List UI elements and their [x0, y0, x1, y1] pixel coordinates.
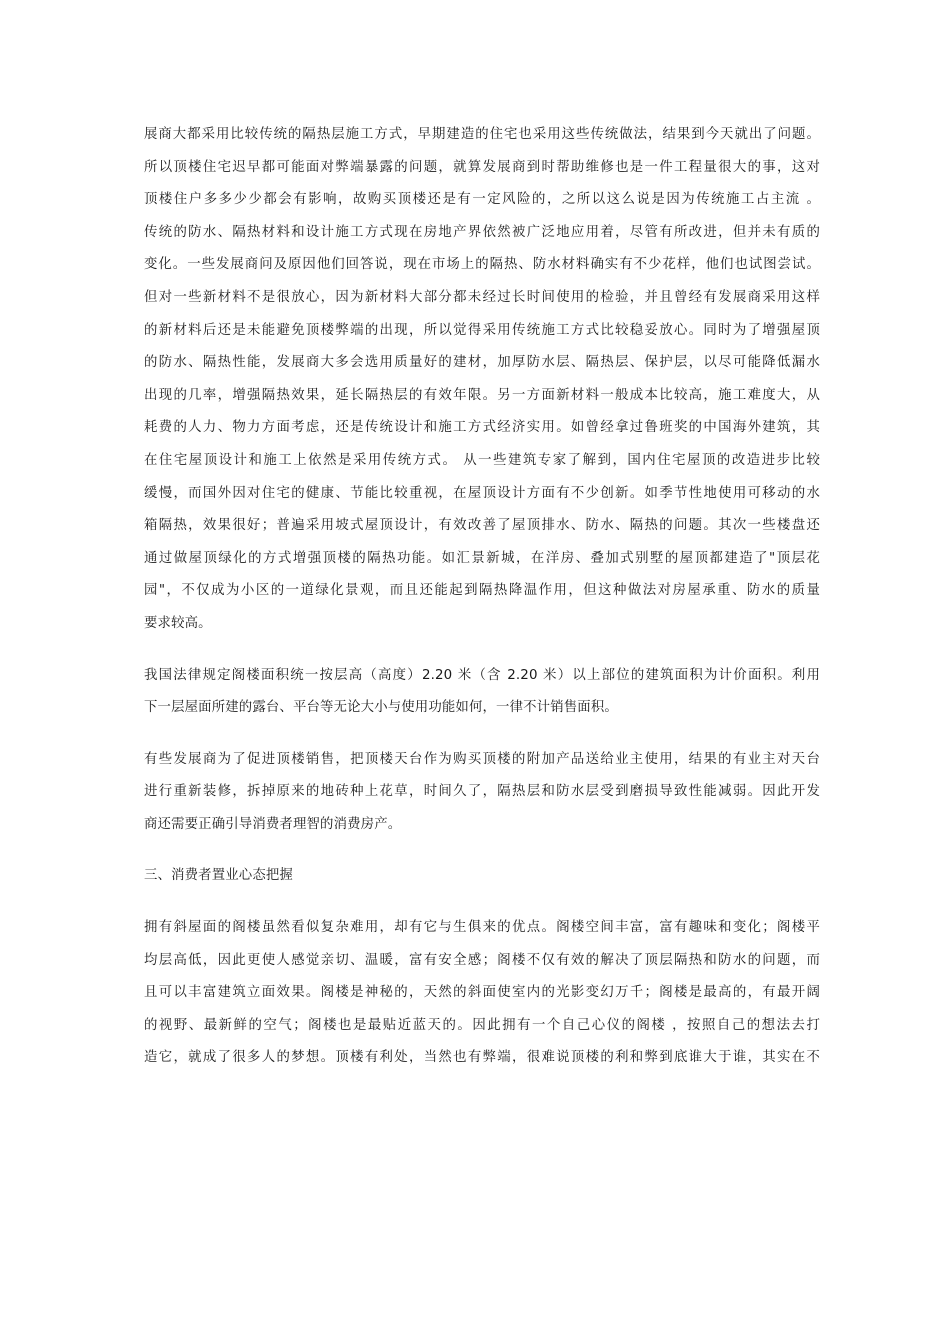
text-line: 顶楼住户多多少少都会有影响，故购买顶楼还是有一定风险的，之所以这么说是因为传统施工占主流 。	[144, 192, 820, 208]
paragraph	[144, 119, 820, 641]
text-line: 均层高低，因此更使人感觉亲切、温暖，富有安全感；阁楼不仅有效的解决了顶层隔热和防水的问题，而	[144, 952, 820, 968]
text-line: 造它，就成了很多人的梦想。顶楼有利处，当然也有弊端，很难说顶楼的利和弊到底谁大于谁，其实在不	[144, 1050, 820, 1066]
paragraph-gap	[144, 725, 820, 744]
text-line: 通过做屋顶绿化的方式增强顶楼的隔热功能。如汇景新城，在洋房、叠加式别墅的屋顶都建造了"顶层花	[144, 550, 820, 566]
document-page	[144, 119, 820, 1075]
text-line: 要求较高。	[144, 615, 212, 631]
text-line: 进行重新装修，拆掉原来的地砖种上花草，时间久了，隔热层和防水层受到磨损导致性能减弱。因此开发	[144, 784, 820, 800]
text-line: 变化。一些发展商问及原因他们回答说，现在市场上的隔热、防水材料确实有不少花样，他们也试图尝试。	[144, 257, 820, 273]
text-line: 的防水、隔热性能，发展商大多会选用质量好的建材，加厚防水层、隔热层、保护层，以尽可能降低漏水	[144, 355, 820, 371]
text-line: 出现的几率，增强隔热效果，延长隔热层的有效年限。另一方面新材料一般成本比较高，施工难度大，从	[144, 387, 820, 403]
paragraph-gap	[144, 841, 820, 860]
text-line: 所以顶楼住宅迟早都可能面对弊端暴露的问题，就算发展商到时帮助维修也是一件工程量很大的事，这对	[144, 159, 820, 175]
text-line: 耗费的人力、物力方面考虑，还是传统设计和施工方式经济实用。如曾经拿过鲁班奖的中国海外建筑，其	[144, 420, 820, 436]
paragraph	[144, 912, 820, 1075]
paragraph	[144, 744, 820, 842]
text-line: 且可以丰富建筑立面效果。阁楼是神秘的，天然的斜面使室内的光影变幻万千；阁楼是最高的，有最开阔	[144, 985, 820, 1001]
paragraph	[144, 660, 820, 725]
text-line: 缓慢，而国外因对住宅的健康、节能比较重视，在屋顶设计方面有不少创新。如季节性地使用可移动的水	[144, 485, 820, 501]
text-line: 商还需要正确引导消费者理智的消费房产。	[144, 816, 402, 832]
text-line: 我国法律规定阁楼面积统一按层高（高度）2.20 米（含 2.20 米）以上部位的建筑面积为计价面积。利用	[144, 667, 820, 683]
text-line: 拥有斜屋面的阁楼虽然看似复杂难用，却有它与生俱来的优点。阁楼空间丰富，富有趣味和变化；阁楼平	[144, 920, 820, 936]
text-line: 展商大都采用比较传统的隔热层施工方式，早期建造的住宅也采用这些传统做法，结果到今天就出了问题。	[144, 127, 820, 142]
paragraph-gap	[144, 893, 820, 912]
text-line: 的新材料后还是未能避免顶楼弊端的出现，所以觉得采用传统施工方式比较稳妥放心。同时为了增强屋顶	[144, 322, 820, 338]
text-line: 在住宅屋顶设计和施工上依然是采用传统方式。 从一些建筑专家了解到，国内住宅屋顶的改造进步比较	[144, 452, 820, 468]
section-heading	[144, 860, 820, 893]
text-line: 三、消费者置业心态把握	[144, 868, 293, 884]
text-line: 园"，不仅成为小区的一道绿化景观，而且还能起到隔热降温作用，但这种做法对房屋承重、防水的质量	[144, 583, 820, 599]
paragraph-gap	[144, 641, 820, 660]
text-line: 传统的防水、隔热材料和设计施工方式现在房地产界依然被广泛地应用着，尽管有所改进，但并未有质的	[144, 224, 820, 240]
text-line: 箱隔热，效果很好；普遍采用坡式屋顶设计，有效改善了屋顶排水、防水、隔热的问题。其次一些楼盘还	[144, 518, 820, 534]
text-line: 但对一些新材料不是很放心，因为新材料大部分都未经过长时间使用的检验，并且曾经有发展商采用这样	[144, 289, 820, 305]
text-line: 下一层屋面所建的露台、平台等无论大小与使用功能如何，一律不计销售面积。	[144, 700, 618, 716]
text-line: 的视野、最新鲜的空气；阁楼也是最贴近蓝天的。因此拥有一个自己心仪的阁楼 ，按照自己的想法去打	[144, 1017, 820, 1033]
text-line: 有些发展商为了促进顶楼销售，把顶楼天台作为购买顶楼的附加产品送给业主使用，结果的有业主对天台	[144, 751, 820, 767]
